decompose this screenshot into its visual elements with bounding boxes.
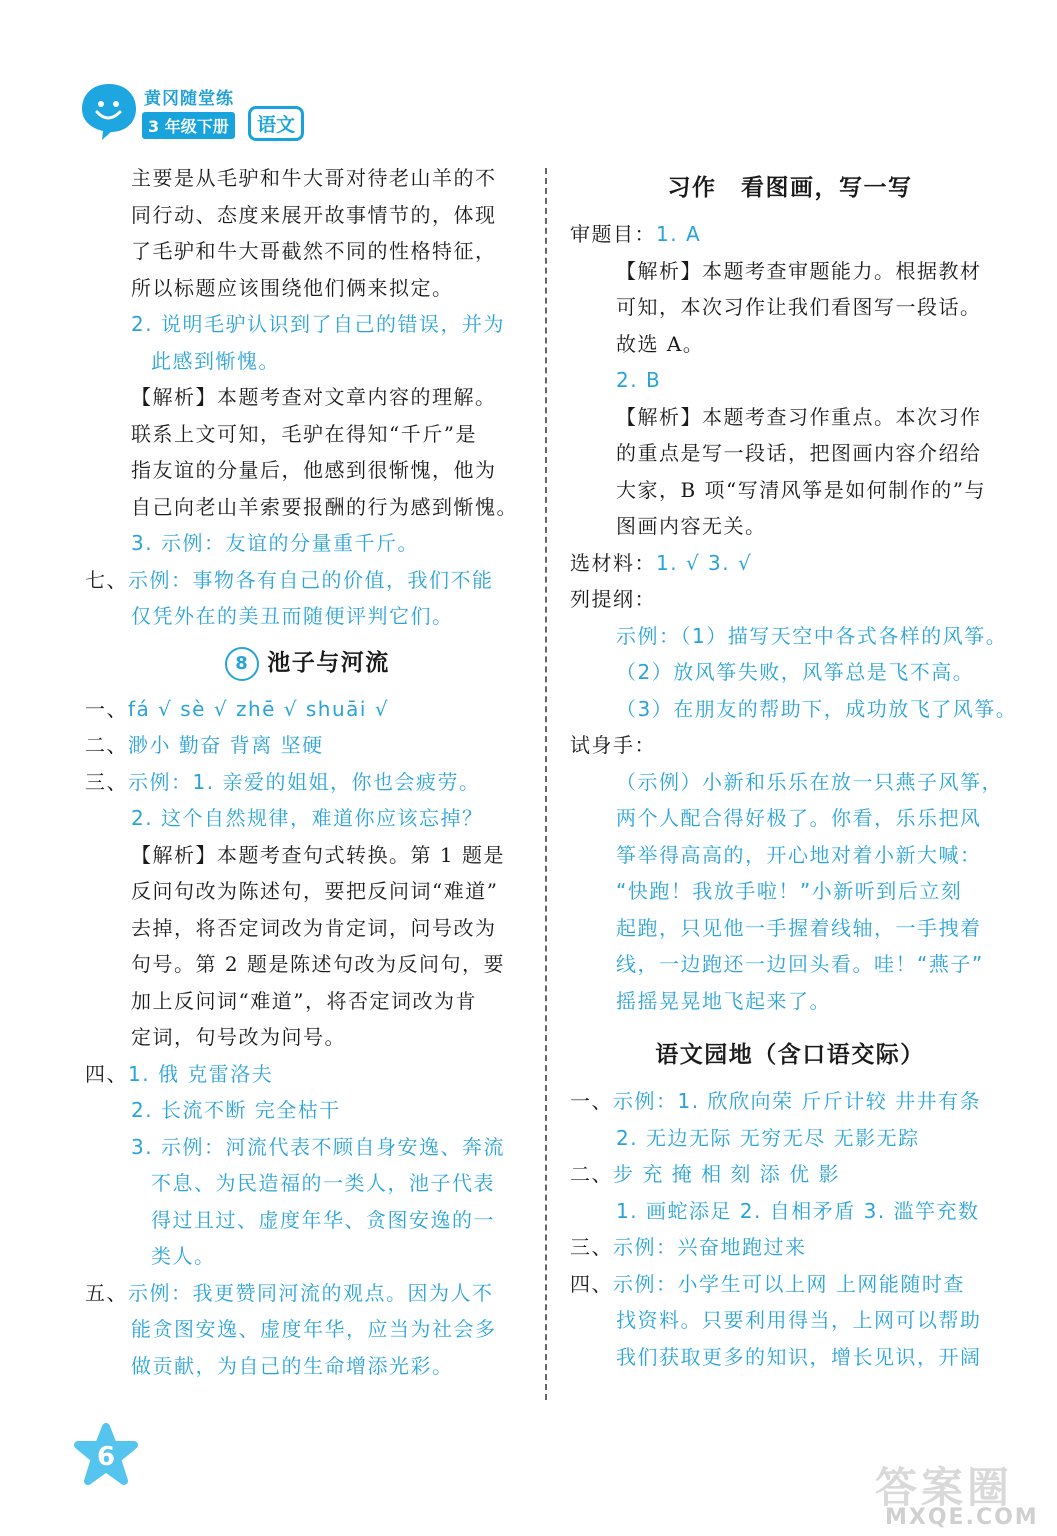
line-text: 故选 A。 <box>616 331 705 356</box>
line-text: 3. 示例：友谊的分量重千斤。 <box>131 531 419 555</box>
text-line <box>570 1193 1010 1230</box>
line-text: 图画内容无关。 <box>616 514 767 538</box>
text-line <box>85 1165 530 1202</box>
text-line <box>85 1348 530 1385</box>
text-line <box>570 545 1010 582</box>
line-text: 示例：1. 欣欣向荣 斤斤计较 井井有条 <box>613 1089 982 1113</box>
line-text: 渺小 勤奋 背离 坚硬 <box>128 733 324 757</box>
text-line <box>85 691 530 728</box>
text-line <box>570 837 1010 874</box>
text-line <box>85 910 530 947</box>
text-line <box>570 399 1010 436</box>
text-line <box>85 1019 530 1056</box>
line-text: （2）放风筝失败，风筝总是飞不高。 <box>616 660 975 684</box>
text-line <box>570 691 1018 728</box>
text-line <box>570 1229 1010 1266</box>
text-line <box>85 1275 530 1312</box>
line-text: 七、示例：事物各有自己的价值，我们不能 <box>85 567 494 592</box>
text-line <box>570 289 1010 326</box>
line-text: “快跑！我放手啦！”小新听到后立刻 <box>616 879 963 903</box>
line-text: 筝举得高高的，开心地对着小新大喊： <box>616 842 982 867</box>
line-text: 大家，B 项“写清风筝是如何制作的”与 <box>616 477 987 502</box>
line-text: 找资料。只要利用得当，上网可以帮助 <box>616 1308 982 1332</box>
line-text: 我们获取更多的知识，增长见识，开阔 <box>616 1344 982 1369</box>
lesson-title: 池子与河流 <box>267 648 390 676</box>
lesson-number-badge: 8 <box>225 647 259 681</box>
item-prefix: 一、 <box>85 696 128 721</box>
text-line <box>570 1120 1010 1157</box>
line-text: 2. 长流不断 完全枯干 <box>131 1098 341 1122</box>
line-text: 此感到惭愧。 <box>151 348 280 373</box>
text-line <box>85 416 530 453</box>
text-line <box>85 598 530 635</box>
line-text: 不息、为民造福的一类人，池子代表 <box>151 1171 495 1195</box>
line-text: 联系上文可知，毛驴在得知“千斤”是 <box>131 421 477 446</box>
item-prefix: 试身手： <box>570 733 656 757</box>
text-line <box>570 910 1010 947</box>
line-text: 同行动、态度来展开故事情节的，体现 <box>131 202 497 227</box>
text-line <box>570 1266 1010 1303</box>
text-line <box>85 343 530 380</box>
left-column <box>85 160 530 1384</box>
text-line <box>85 452 530 489</box>
line-text: 仅凭外在的美丑而随便评判它们。 <box>131 604 454 628</box>
item-prefix: 选材料： <box>570 550 656 575</box>
line-text: 类人。 <box>151 1244 216 1268</box>
item-prefix: 三、 <box>570 1235 613 1259</box>
item-prefix: 列提纲： <box>570 587 656 611</box>
text-line <box>85 1056 530 1093</box>
text-line <box>570 946 1010 983</box>
section-title-writing: 习作 看图画，写一写 <box>667 174 913 201</box>
line-text: 的重点是写一段话，把图画内容介绍给 <box>616 441 982 465</box>
text-line <box>85 800 530 837</box>
text-line <box>570 435 1010 472</box>
right-column <box>570 160 1018 1375</box>
line-text: 主要是从毛驴和牛大哥对待老山羊的不 <box>131 166 497 190</box>
watermark-text: 答案圈 <box>875 1463 1014 1512</box>
line-text: 了毛驴和牛大哥截然不同的性格特征， <box>131 239 497 263</box>
text-line <box>570 216 1010 253</box>
text-line <box>85 1311 530 1348</box>
item-prefix: 五、 <box>85 1280 128 1305</box>
text-line <box>570 618 1010 655</box>
brand-name: 黄冈随堂练 <box>144 89 234 109</box>
line-text: 指友谊的分量后，他感到很惭愧，他为 <box>131 458 497 482</box>
text-line <box>570 1339 1010 1376</box>
line-text: 3. 示例：河流代表不顾自身安逸、奔流 <box>131 1134 505 1159</box>
text-line <box>570 362 1010 399</box>
text-line <box>570 326 1010 363</box>
line-text: 1. 俄 克雷洛夫 <box>128 1061 274 1086</box>
page-number: 6 <box>96 1442 116 1472</box>
text-line <box>570 873 1010 910</box>
watermark-url: MXQE.COM <box>885 1505 1039 1530</box>
line-text: 示例：（1）描写天空中各式各样的风筝。 <box>616 623 1008 648</box>
grade-label: 3 年级下册 <box>142 112 235 139</box>
text-line <box>85 837 530 874</box>
line-text: 加上反问词“难道”，将否定词改为肯 <box>131 988 477 1013</box>
item-prefix: 三、 <box>85 769 128 794</box>
book-header <box>78 78 348 150</box>
item-prefix: 一、 <box>570 1089 613 1113</box>
item-prefix: 四、 <box>570 1271 613 1296</box>
line-text: 起跑，只见他一手握着线轴，一手拽着 <box>616 915 982 940</box>
text-line <box>570 800 1010 837</box>
line-text: 自己向老山羊索要报酬的行为感到惭愧。 <box>131 494 518 519</box>
text-line <box>85 764 530 801</box>
line-text: 示例：小学生可以上网 上网能随时查 <box>613 1271 965 1296</box>
line-text: fá √ sè √ zhē √ shuāi √ <box>128 696 390 721</box>
text-line <box>85 1092 530 1129</box>
line-text: 【解析】本题考查审题能力。根据教材 <box>616 258 982 283</box>
line-text: 示例：1. 亲爱的姐姐，你也会疲劳。 <box>128 769 481 794</box>
line-text: 1. 画蛇添足 2. 自相矛盾 3. 滥竽充数 <box>616 1198 980 1223</box>
column-divider <box>545 168 547 1400</box>
line-text: 【解析】本题考查句式转换。第 1 题是 <box>131 842 505 867</box>
line-text: （3）在朋友的帮助下，成功放飞了风筝。 <box>616 696 1018 721</box>
text-line <box>570 1083 1010 1120</box>
text-line <box>85 873 530 910</box>
line-text: 定词，句号改为问号。 <box>131 1025 346 1049</box>
line-text: 【解析】本题考查对文章内容的理解。 <box>131 385 497 409</box>
line-text: 2. 说明毛驴认识到了自己的错误，并为 <box>131 312 505 336</box>
line-text: 做贡献，为自己的生命增添光彩。 <box>131 1353 454 1378</box>
text-line <box>85 983 530 1020</box>
line-text: 1. √ 3. √ <box>656 550 753 575</box>
line-text: 可知，本次习作让我们看图写一段话。 <box>616 295 982 319</box>
text-line <box>85 197 530 234</box>
smiley-bubble-icon <box>78 80 140 142</box>
text-line <box>85 379 530 416</box>
line-text: 【解析】本题考查习作重点。本次习作 <box>616 404 982 429</box>
line-text: 步 充 掩 相 刻 添 优 影 <box>613 1162 841 1186</box>
item-prefix: 二、 <box>85 733 128 757</box>
line-text: 反问句改为陈述句，要把反问词“难道” <box>131 879 499 903</box>
line-text: 所以标题应该围绕他们俩来拟定。 <box>131 275 454 300</box>
section-title-8 <box>85 635 530 691</box>
item-prefix: 二、 <box>570 1162 613 1186</box>
line-text: 去掉，将否定词改为肯定词，问号改为 <box>131 915 497 940</box>
line-text: 摇摇晃晃地飞起来了。 <box>616 988 831 1013</box>
text-line <box>85 946 530 983</box>
line-text: 1. A <box>656 222 702 246</box>
text-line <box>570 1156 1010 1193</box>
text-line <box>570 253 1010 290</box>
line-text: 线，一边跑还一边回头看。哇！“燕子” <box>616 952 984 976</box>
line-text: 示例：兴奋地跑过来 <box>613 1235 807 1259</box>
text-line <box>85 1238 530 1275</box>
text-line <box>85 489 530 526</box>
text-line <box>570 983 1010 1020</box>
text-line <box>85 562 530 599</box>
text-line <box>85 727 530 764</box>
text-line <box>85 160 530 197</box>
text-line <box>570 472 1010 509</box>
text-line <box>570 654 1010 691</box>
line-text: 两个人配合得好极了。你看，乐乐把风 <box>616 806 982 830</box>
line-text: （示例）小新和乐乐在放一只燕子风筝， <box>616 769 1003 794</box>
text-line <box>570 764 1010 801</box>
text-line <box>85 1202 530 1239</box>
line-text: 得过且过、虚度年华、贪图安逸的一 <box>151 1207 495 1232</box>
section-title-garden: 语文园地（含口语交际） <box>655 1041 925 1068</box>
item-prefix: 审题目： <box>570 222 656 246</box>
text-line <box>85 525 530 562</box>
line-text: 句号。第 2 题是陈述句改为反问句，要 <box>131 952 505 976</box>
text-line <box>570 508 1010 545</box>
text-line <box>85 233 530 270</box>
line-text: 2. 这个自然规律，难道你应该忘掉？ <box>131 806 484 830</box>
text-line <box>85 306 530 343</box>
item-prefix: 四、 <box>85 1061 128 1086</box>
line-text: 能贪图安逸、虚度年华，应当为社会多 <box>131 1317 497 1341</box>
text-line <box>570 1302 1010 1339</box>
line-text: 2. B <box>616 368 662 392</box>
text-line <box>570 581 1010 618</box>
text-line <box>85 1129 530 1166</box>
line-text: 2. 无边无际 无穷无尽 无影无踪 <box>616 1125 920 1150</box>
text-line <box>570 727 1010 764</box>
line-text: 示例：我更赞同河流的观点。因为人不 <box>128 1280 494 1305</box>
text-line <box>85 270 530 307</box>
subject-label: 语文 <box>248 106 304 141</box>
